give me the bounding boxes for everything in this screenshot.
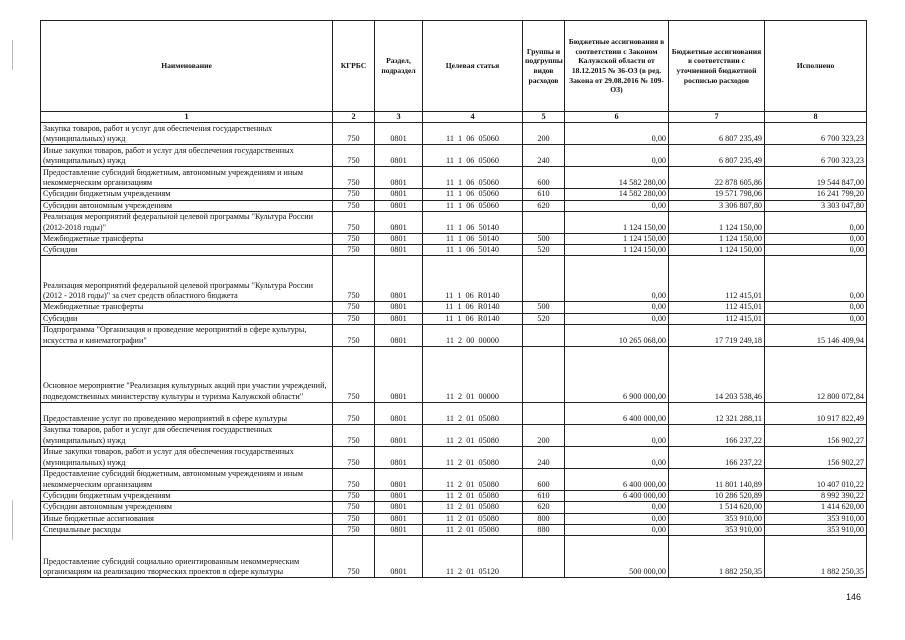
row-kgrbs: 750 <box>333 502 375 513</box>
margin-mark <box>12 500 13 540</box>
row-target-article: 11 1 06 05060 <box>423 189 523 200</box>
row-name: Предоставление субсидий бюджетным, автономным учреждениям и иным некоммерческим организациям <box>41 167 333 189</box>
row-executed-amount: 0,00 <box>765 302 867 313</box>
page-number: 146 <box>846 592 862 602</box>
row-kgrbs: 750 <box>333 189 375 200</box>
row-section: 0801 <box>375 302 423 313</box>
row-expense-group <box>523 256 565 302</box>
row-executed-amount: 15 146 409,94 <box>765 325 867 347</box>
row-target-article: 11 2 01 05120 <box>423 536 523 578</box>
row-law-amount: 1 124 150,00 <box>565 233 669 244</box>
row-name: Межбюджетные трансферты <box>41 302 333 313</box>
row-section: 0801 <box>375 347 423 403</box>
row-updated-amount: 10 286 520,89 <box>669 491 765 502</box>
row-name: Субсидии автономным учреждениям <box>41 502 333 513</box>
row-kgrbs: 750 <box>333 167 375 189</box>
row-name: Межбюджетные трансферты <box>41 233 333 244</box>
row-name: Иные закупки товаров, работ и услуг для обеспечения государственных (муниципальных) нужд <box>41 145 333 167</box>
row-target-article: 11 1 06 50140 <box>423 245 523 256</box>
row-target-article: 11 1 06 05060 <box>423 200 523 211</box>
row-executed-amount: 10 407 010,22 <box>765 469 867 491</box>
row-kgrbs: 750 <box>333 325 375 347</box>
row-law-amount: 0,00 <box>565 524 669 535</box>
row-updated-amount: 1 124 150,00 <box>669 245 765 256</box>
row-updated-amount: 112 415,01 <box>669 302 765 313</box>
column-number: 8 <box>765 112 867 123</box>
row-section: 0801 <box>375 425 423 447</box>
row-executed-amount: 0,00 <box>765 313 867 324</box>
row-target-article: 11 1 06 R0140 <box>423 302 523 313</box>
row-updated-amount: 22 878 605,86 <box>669 167 765 189</box>
row-target-article: 11 2 01 05080 <box>423 491 523 502</box>
row-target-article: 11 2 01 05080 <box>423 403 523 425</box>
column-number: 2 <box>333 112 375 123</box>
header-kgrbs: КГРБС <box>333 21 375 112</box>
row-executed-amount: 0,00 <box>765 233 867 244</box>
row-expense-group <box>523 403 565 425</box>
row-executed-amount: 8 992 390,22 <box>765 491 867 502</box>
header-expense-groups: Группы и подгруппы видов расходов <box>523 21 565 112</box>
table-row <box>41 302 867 313</box>
row-name: Субсидии <box>41 313 333 324</box>
row-executed-amount: 6 700 323,23 <box>765 123 867 145</box>
row-updated-amount: 166 237,22 <box>669 425 765 447</box>
row-kgrbs: 750 <box>333 233 375 244</box>
row-law-amount: 10 265 068,00 <box>565 325 669 347</box>
row-expense-group <box>523 211 565 233</box>
row-law-amount: 0,00 <box>565 513 669 524</box>
row-expense-group: 240 <box>523 145 565 167</box>
header-target-article: Целевая статья <box>423 21 523 112</box>
row-law-amount: 1 124 150,00 <box>565 211 669 233</box>
row-section: 0801 <box>375 145 423 167</box>
row-expense-group: 500 <box>523 302 565 313</box>
row-name: Иные бюджетные ассигнования <box>41 513 333 524</box>
table-row <box>41 403 867 425</box>
table-row <box>41 313 867 324</box>
row-expense-group: 200 <box>523 425 565 447</box>
row-executed-amount: 10 917 822,49 <box>765 403 867 425</box>
row-kgrbs: 750 <box>333 256 375 302</box>
row-updated-amount: 166 237,22 <box>669 447 765 469</box>
row-kgrbs: 750 <box>333 447 375 469</box>
table-row <box>41 325 867 347</box>
row-law-amount: 6 400 000,00 <box>565 469 669 491</box>
row-target-article: 11 2 01 05080 <box>423 447 523 469</box>
row-name: Закупка товаров, работ и услуг для обеспечения государственных (муниципальных) нужд <box>41 425 333 447</box>
row-section: 0801 <box>375 403 423 425</box>
table-row <box>41 491 867 502</box>
row-name: Основное мероприятие "Реализация культурных акций при участии учреждений, подведомственных министерству культуры и туризма Калужской области" <box>41 347 333 403</box>
table-row <box>41 211 867 233</box>
header-name: Наименование <box>41 21 333 112</box>
row-expense-group: 600 <box>523 167 565 189</box>
row-executed-amount: 353 910,00 <box>765 513 867 524</box>
row-section: 0801 <box>375 469 423 491</box>
row-name: Закупка товаров, работ и услуг для обеспечения государственных (муниципальных) нужд <box>41 123 333 145</box>
row-name: Специальные расходы <box>41 524 333 535</box>
row-updated-amount: 1 124 150,00 <box>669 211 765 233</box>
row-section: 0801 <box>375 313 423 324</box>
row-executed-amount: 6 700 323,23 <box>765 145 867 167</box>
row-law-amount: 0,00 <box>565 200 669 211</box>
row-section: 0801 <box>375 524 423 535</box>
row-executed-amount: 156 902,27 <box>765 425 867 447</box>
table-row <box>41 536 867 578</box>
row-target-article: 11 2 01 00000 <box>423 347 523 403</box>
row-executed-amount: 353 910,00 <box>765 524 867 535</box>
table-row <box>41 167 867 189</box>
row-updated-amount: 6 807 235,49 <box>669 145 765 167</box>
header-law-appropriations: Бюджетные ассигнования в соответствии с Законом Калужской области от 18.12.2015 № 36-ОЗ (в ред. Закона от 29.08.2016 № 109-ОЗ) <box>565 21 669 112</box>
table-row <box>41 447 867 469</box>
row-name: Субсидии автономным учреждениям <box>41 200 333 211</box>
row-expense-group: 610 <box>523 491 565 502</box>
table-row <box>41 347 867 403</box>
table-row <box>41 524 867 535</box>
budget-table <box>40 20 867 578</box>
row-section: 0801 <box>375 200 423 211</box>
row-name: Предоставление субсидий бюджетным, автономным учреждениям и иным некоммерческим организациям <box>41 469 333 491</box>
row-updated-amount: 112 415,01 <box>669 313 765 324</box>
row-kgrbs: 750 <box>333 469 375 491</box>
column-number: 1 <box>41 112 333 123</box>
row-kgrbs: 750 <box>333 200 375 211</box>
row-law-amount: 0,00 <box>565 425 669 447</box>
row-target-article: 11 1 06 R0140 <box>423 313 523 324</box>
row-executed-amount: 0,00 <box>765 211 867 233</box>
row-expense-group <box>523 347 565 403</box>
row-kgrbs: 750 <box>333 123 375 145</box>
table-row <box>41 233 867 244</box>
table-row <box>41 256 867 302</box>
row-expense-group: 620 <box>523 200 565 211</box>
row-updated-amount: 1 124 150,00 <box>669 233 765 244</box>
row-expense-group: 620 <box>523 502 565 513</box>
margin-mark <box>12 40 13 70</box>
row-section: 0801 <box>375 256 423 302</box>
table-row <box>41 502 867 513</box>
row-law-amount: 500 000,00 <box>565 536 669 578</box>
row-name: Предоставление субсидий социально ориентированным некоммерческим организациям на реализацию творческих проектов в сфере культуры <box>41 536 333 578</box>
row-kgrbs: 750 <box>333 524 375 535</box>
row-target-article: 11 1 06 50140 <box>423 233 523 244</box>
row-section: 0801 <box>375 245 423 256</box>
row-executed-amount: 0,00 <box>765 245 867 256</box>
row-updated-amount: 6 807 235,49 <box>669 123 765 145</box>
row-name: Подпрограмма "Организация и проведение мероприятий в сфере культуры, искусства и кинематографии" <box>41 325 333 347</box>
row-target-article: 11 1 06 05060 <box>423 167 523 189</box>
row-expense-group: 520 <box>523 245 565 256</box>
row-expense-group: 500 <box>523 233 565 244</box>
table-row <box>41 123 867 145</box>
row-section: 0801 <box>375 536 423 578</box>
row-updated-amount: 19 571 798,06 <box>669 189 765 200</box>
row-section: 0801 <box>375 233 423 244</box>
row-section: 0801 <box>375 189 423 200</box>
row-expense-group: 880 <box>523 524 565 535</box>
header-section: Раздел, подраздел <box>375 21 423 112</box>
row-target-article: 11 2 01 05080 <box>423 513 523 524</box>
row-law-amount: 0,00 <box>565 313 669 324</box>
row-target-article: 11 2 00 00000 <box>423 325 523 347</box>
row-executed-amount: 0,00 <box>765 256 867 302</box>
column-number: 4 <box>423 112 523 123</box>
header-updated-appropriations: Бюджетные ассигнования в соответствии с уточненной бюджетной росписью расходов <box>669 21 765 112</box>
row-law-amount: 14 582 280,00 <box>565 167 669 189</box>
row-section: 0801 <box>375 211 423 233</box>
row-executed-amount: 1 882 250,35 <box>765 536 867 578</box>
row-kgrbs: 750 <box>333 211 375 233</box>
row-updated-amount: 112 415,01 <box>669 256 765 302</box>
column-number: 3 <box>375 112 423 123</box>
row-name: Предоставление услуг по проведению мероприятий в сфере культуры <box>41 403 333 425</box>
row-law-amount: 6 400 000,00 <box>565 403 669 425</box>
row-expense-group <box>523 536 565 578</box>
row-updated-amount: 14 203 538,46 <box>669 347 765 403</box>
row-executed-amount: 3 303 047,80 <box>765 200 867 211</box>
row-kgrbs: 750 <box>333 245 375 256</box>
row-updated-amount: 353 910,00 <box>669 513 765 524</box>
row-expense-group: 200 <box>523 123 565 145</box>
row-expense-group <box>523 325 565 347</box>
row-updated-amount: 353 910,00 <box>669 524 765 535</box>
row-kgrbs: 750 <box>333 403 375 425</box>
row-updated-amount: 17 719 249,18 <box>669 325 765 347</box>
row-target-article: 11 1 06 50140 <box>423 211 523 233</box>
row-law-amount: 0,00 <box>565 256 669 302</box>
row-kgrbs: 750 <box>333 313 375 324</box>
row-executed-amount: 19 544 847,00 <box>765 167 867 189</box>
row-section: 0801 <box>375 167 423 189</box>
row-law-amount: 1 124 150,00 <box>565 245 669 256</box>
row-law-amount: 0,00 <box>565 502 669 513</box>
table-row <box>41 513 867 524</box>
row-name: Субсидии <box>41 245 333 256</box>
row-section: 0801 <box>375 513 423 524</box>
row-kgrbs: 750 <box>333 513 375 524</box>
row-kgrbs: 750 <box>333 302 375 313</box>
column-number-row <box>41 112 867 123</box>
row-updated-amount: 11 801 140,89 <box>669 469 765 491</box>
row-section: 0801 <box>375 502 423 513</box>
row-target-article: 11 2 01 05080 <box>423 524 523 535</box>
table-row <box>41 425 867 447</box>
row-expense-group: 240 <box>523 447 565 469</box>
row-law-amount: 0,00 <box>565 447 669 469</box>
row-executed-amount: 1 414 620,00 <box>765 502 867 513</box>
row-executed-amount: 156 902,27 <box>765 447 867 469</box>
row-expense-group: 520 <box>523 313 565 324</box>
row-law-amount: 0,00 <box>565 302 669 313</box>
row-name: Субсидии бюджетным учреждениям <box>41 189 333 200</box>
row-updated-amount: 12 321 288,11 <box>669 403 765 425</box>
row-law-amount: 0,00 <box>565 123 669 145</box>
column-number: 7 <box>669 112 765 123</box>
row-kgrbs: 750 <box>333 145 375 167</box>
row-updated-amount: 3 306 807,80 <box>669 200 765 211</box>
table-row <box>41 469 867 491</box>
row-section: 0801 <box>375 491 423 502</box>
row-executed-amount: 16 241 799,20 <box>765 189 867 200</box>
row-name: Субсидии бюджетным учреждениям <box>41 491 333 502</box>
row-target-article: 11 2 01 05080 <box>423 502 523 513</box>
row-name: Реализация мероприятий федеральной целевой программы "Культура России (2012-2018 годы)" <box>41 211 333 233</box>
row-executed-amount: 12 800 072,84 <box>765 347 867 403</box>
row-target-article: 11 1 06 R0140 <box>423 256 523 302</box>
row-updated-amount: 1 514 620,00 <box>669 502 765 513</box>
row-target-article: 11 2 01 05080 <box>423 425 523 447</box>
row-section: 0801 <box>375 123 423 145</box>
row-expense-group: 800 <box>523 513 565 524</box>
row-kgrbs: 750 <box>333 425 375 447</box>
row-law-amount: 14 582 280,00 <box>565 189 669 200</box>
row-section: 0801 <box>375 325 423 347</box>
row-kgrbs: 750 <box>333 347 375 403</box>
column-number: 5 <box>523 112 565 123</box>
row-target-article: 11 1 06 05060 <box>423 123 523 145</box>
column-number: 6 <box>565 112 669 123</box>
row-expense-group: 600 <box>523 469 565 491</box>
row-law-amount: 6 400 000,00 <box>565 491 669 502</box>
row-kgrbs: 750 <box>333 491 375 502</box>
row-target-article: 11 1 06 05060 <box>423 145 523 167</box>
row-section: 0801 <box>375 447 423 469</box>
header-row <box>41 21 867 112</box>
header-executed: Исполнено <box>765 21 867 112</box>
row-kgrbs: 750 <box>333 536 375 578</box>
table-row <box>41 245 867 256</box>
row-updated-amount: 1 882 250,35 <box>669 536 765 578</box>
table-row <box>41 200 867 211</box>
row-name: Иные закупки товаров, работ и услуг для обеспечения государственных (муниципальных) нужд <box>41 447 333 469</box>
table-row <box>41 189 867 200</box>
row-law-amount: 6 900 000,00 <box>565 347 669 403</box>
row-name: Реализация мероприятий федеральной целевой программы "Культура России (2012 - 2018 годы)" за счет средств областного бюджета <box>41 256 333 302</box>
row-expense-group: 610 <box>523 189 565 200</box>
table-row <box>41 145 867 167</box>
row-law-amount: 0,00 <box>565 145 669 167</box>
row-target-article: 11 2 01 05080 <box>423 469 523 491</box>
